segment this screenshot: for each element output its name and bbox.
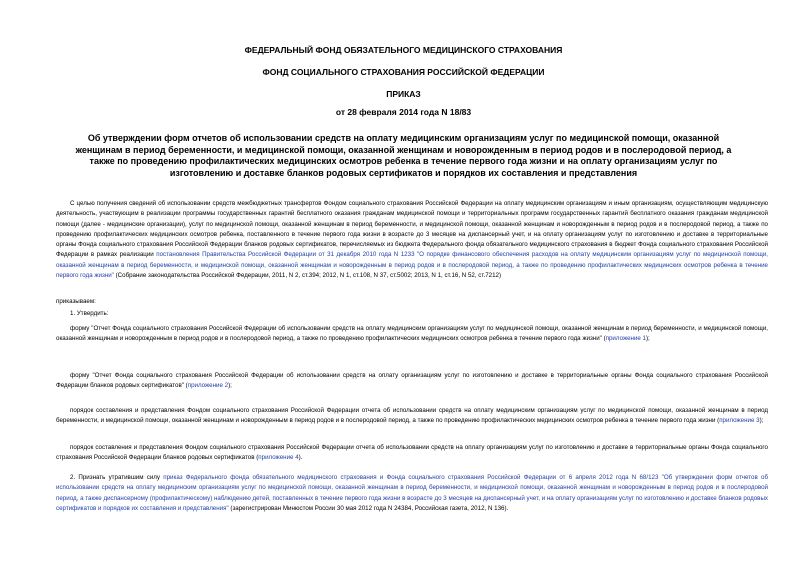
procedure-item-3-text: порядок составления и представления Фондом социального страхования Российской Федерации отчета об использовании средств на оплату медицинским организациям услуг по медицинской помощи, оказанной женщинам в период беременности, и медицинской помощи, оказанной женщинам и новорожденным в период родов и в послеродовой период, а также по проведению профилактических медицинских осмотров ребенка в течение первого года жизни ( <box>56 407 768 425</box>
procedure-item-4-tail: ). <box>298 454 303 462</box>
document-date-number: от 28 февраля 2014 года N 18/83 <box>335 107 472 117</box>
form-item-1 <box>56 324 768 345</box>
repealed-order-link[interactable]: приказ Федерального фонда обязательного медицинского страхования и Фонда социального страхования Российской Федерации от 6 апреля 2012 года N 68/123 "Об утверждении форм отчетов об использовании средств на оплату медицинским организациям услуг по медицинской помощи, оказанной женщинам в период беременности, и медицинской помощи, оказанной женщинам и новорожденным в период родов и в послеродовой период, а также диспансерному (профилактическому) наблюдению детей, поставленных в течение первого года жизни в возрасте до 3 месяцев на диспансерный учет, и на оплату организациям услуг по изготовлению и доставке бланков родовых сертификатов и порядков их составления и представления" <box>56 474 768 512</box>
form-item-1-tail: ); <box>646 335 650 343</box>
appendix-3-link[interactable]: приложение 3 <box>719 417 760 425</box>
preamble-tail: (Собрание законодательства Российской Федерации, 2011, N 2, ст.394; 2012, N 1, ст.108, N 37, ст.5002; 2013, N 1, ст.16, N 52, ст.7212) <box>113 272 502 280</box>
form-item-2-text: форму "Отчет Фонда социального страхования Российской Федерации об использовании средств на оплату организациям услуг по изготовлению и доставке в территориальные органы Фонда социального страхования Российской Федерации бланков родовых сертификатов" ( <box>56 372 768 390</box>
procedure-item-3-tail: ); <box>759 417 764 425</box>
document-title: Об утверждении форм отчетов об использовании средств на оплату медицинским организациям услуг по медицинской помощи, оказанной женщинам в период беременности, и медицинской помощи, оказанной женщинам и новорожденным в период родов и в послеродовой период, а также по проведению профилактических медицинских осмотров ребенка в течение первого года жизни и на оплату организациям услуг по изготовлению и доставке бланков родовых сертификатов и порядков их составления и представления <box>75 133 732 178</box>
issuer-ffoms: ФЕДЕРАЛЬНЫЙ ФОНД ОБЯЗАТЕЛЬНОГО МЕДИЦИНСКОГО СТРАХОВАНИЯ <box>244 45 563 55</box>
item-2 <box>56 473 768 514</box>
document-type: ПРИКАЗ <box>386 89 421 99</box>
issuer-fss: ФОНД СОЦИАЛЬНОГО СТРАХОВАНИЯ РОССИЙСКОЙ ФЕДЕРАЦИИ <box>262 67 545 77</box>
appendix-4-link[interactable]: приложение 4 <box>258 454 299 462</box>
appendix-1-link[interactable]: приложение 1 <box>605 335 646 343</box>
government-decree-link[interactable]: постановления Правительства Российской Федерации от 31 декабря 2010 года N 1233 "О порядке финансового обеспечения расходов на оплату медицинским организациям услуг по медицинской помощи, оказанной женщинам в период беременности, и медицинской помощи, оказанной женщинам и новорожденным в период родов и в послеродовой период, а также по проведению профилактических медицинских осмотров ребенка в течение первого года жизни" <box>56 251 768 280</box>
procedure-item-4-text: порядок составления и представления Фондом социального страхования Российской Федерации отчета об использовании средств на оплату организациям услуг по изготовлению и доставке в территориальные органы Фонда социального страхования Российской Федерации бланков родовых сертификатов ( <box>56 444 768 462</box>
form-item-1-text: форму "Отчет Фонда социального страхования Российской Федерации об использовании средств на оплату медицинским организациям услуг по медицинской помощи, оказанной женщинам в период беременности, и медицинской помощи, оказанной женщинам и новорожденным в период родов и в послеродовой период, а также по проведению профилактических медицинских осмотров ребенка в течение первого года жизни" ( <box>56 325 768 343</box>
appendix-2-link[interactable]: приложение 2 <box>187 382 229 390</box>
procedure-item-4 <box>56 443 768 464</box>
form-item-2-tail: ); <box>228 382 232 390</box>
procedure-item-3 <box>56 406 768 427</box>
form-item-2 <box>56 371 768 392</box>
preamble-text: С целью получения сведений об использовании средств межбюджетных трансфертов Фондом социального страхования Российской Федерации на оплату медицинским организациям и иным организациям, осуществляющим медицинскую деятельность, участвующим в реализации программы государственных гарантий бесплатного оказания гражданам медицинской помощи и территориальных программ государственных гарантий бесплатного оказания гражданам медицинской помощи (далее - медицинские организации), услуг по медицинской помощи, оказанной женщинам в период беременности, и медицинской помощи, оказанной женщинам и новорожденным в период родов и в послеродовой период, а также по проведению профилактических медицинских осмотров ребенка, поставленного в течение первого года жизни в возрасте до 3 месяцев на диспансерный учет, и на оплату организациям услуг по изготовлению и доставке в территориальные органы Фонда социального страхования Российской Федерации бланков родовых сертификатов, перечисляемых из бюджета Федерального фонда обязательного медицинского страхования в бюджет Фонда социального страхования Российской Федерации в рамках реализации <box>56 200 768 259</box>
item-2-tail: (зарегистрирован Минюстом России 30 мая 2012 года N 24384, Российская газета, 2012, N 136). <box>228 504 509 512</box>
item-2-text: 2. Признать утратившим силу <box>70 474 164 481</box>
preamble-paragraph <box>56 199 768 281</box>
order-word: приказываем: <box>56 298 96 305</box>
item-1: 1. Утвердить: <box>70 310 109 317</box>
